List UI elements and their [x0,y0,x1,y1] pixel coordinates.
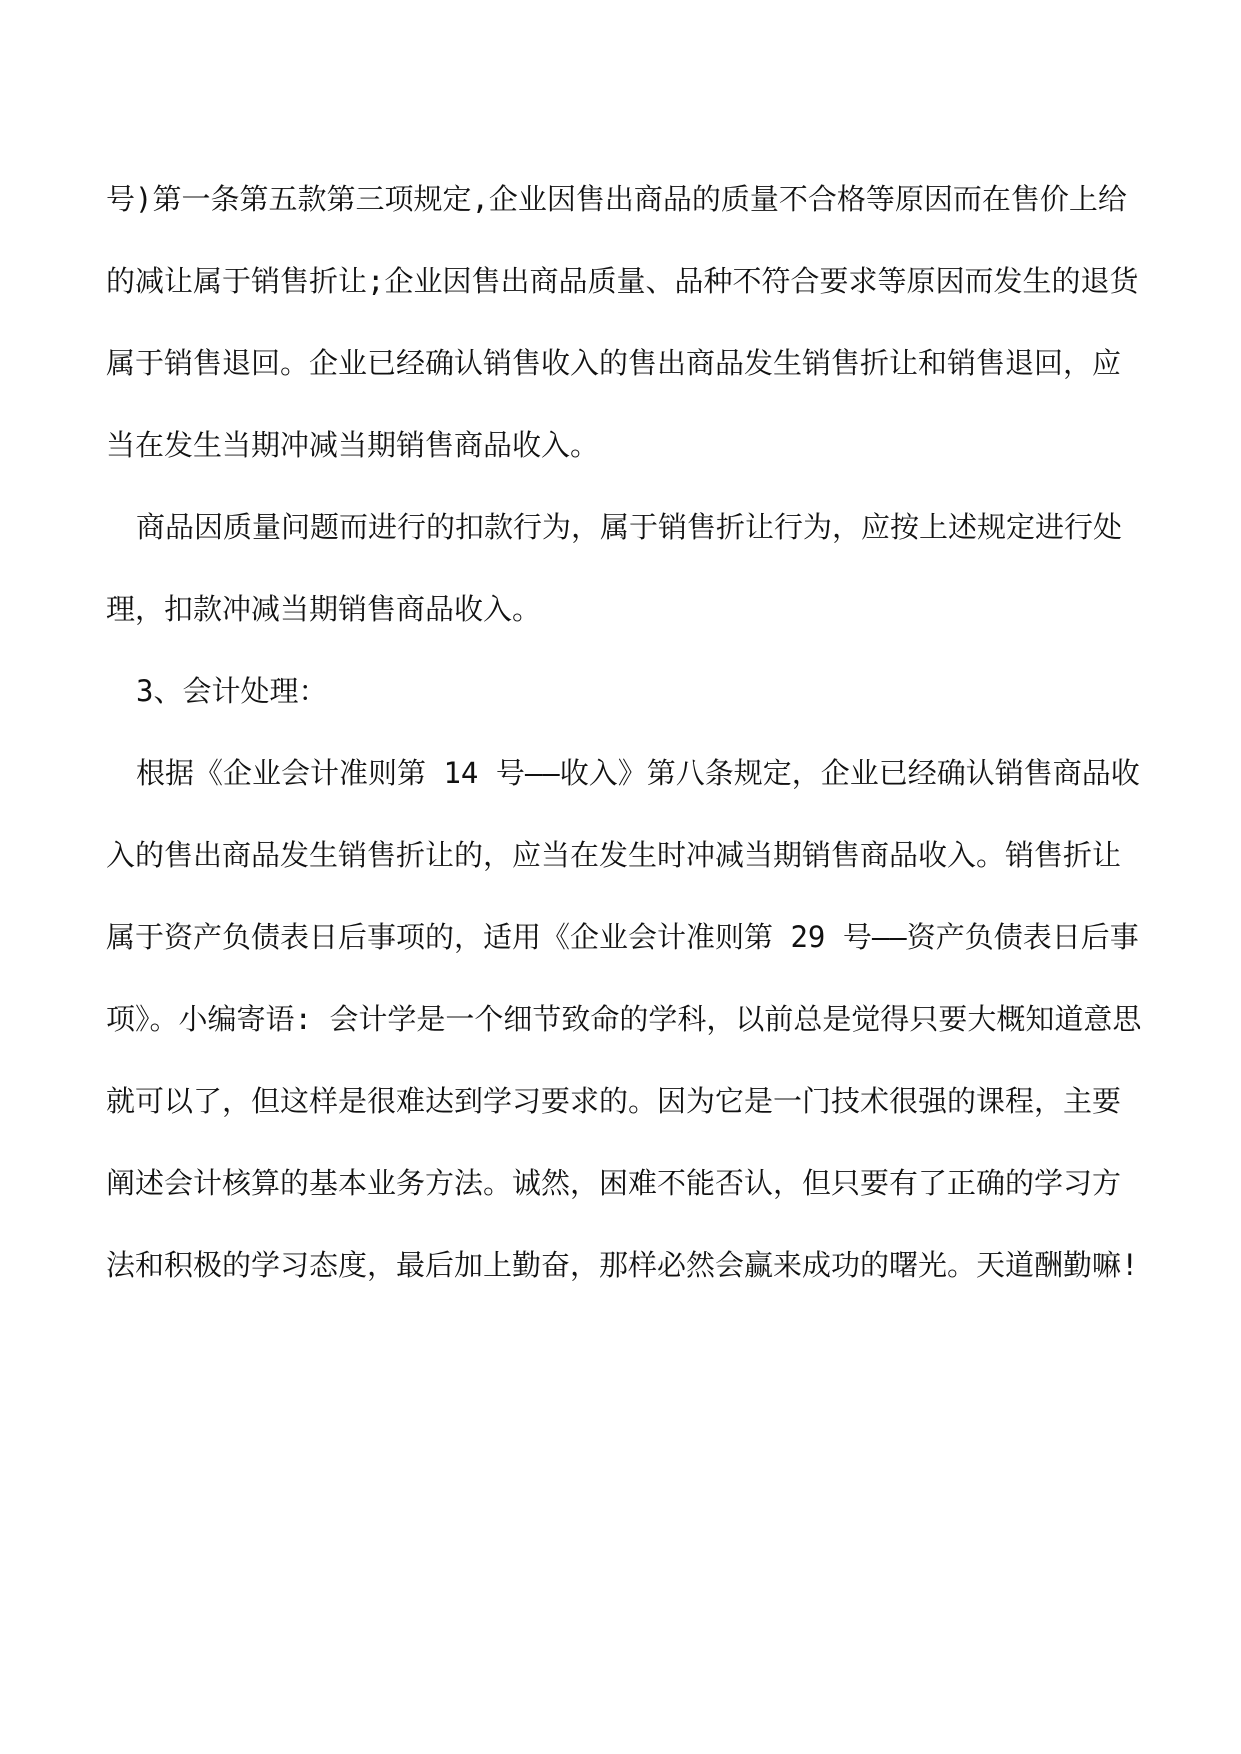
text-line: 的减让属于销售折让;企业因售出商品质量、品种不符合要求等原因而发生的退货 [106,264,1139,298]
text-line: 项》。小编寄语: 会计学是一个细节致命的学科，以前总是觉得只要大概知道意思 [106,1002,1142,1036]
text-line: 法和积极的学习态度，最后加上勤奋，那样必然会赢来成功的曙光。天道酬勤嘛! [106,1248,1139,1282]
text-line: 当在发生当期冲减当期销售商品收入。 [106,428,600,462]
text-line: 属于销售退回。企业已经确认销售收入的售出商品发生销售折让和销售退回，应 [106,346,1122,380]
text-line: 阐述会计核算的基本业务方法。诚然，困难不能否认，但只要有了正确的学习方 [106,1166,1122,1200]
document-body [106,158,1146,1306]
text-line: 号)第一条第五款第三项规定,企业因售出商品的质量不合格等原因而在售价上给 [106,182,1127,216]
text-line: 就可以了，但这样是很难达到学习要求的。因为它是一门技术很强的课程，主要 [106,1084,1122,1118]
section-heading: 3、会计处理： [136,674,328,708]
text-line: 属于资产负债表日后事项的，适用《企业会计准则第 29 号——资产负债表日后事 [106,920,1139,954]
paragraph-start-line: 根据《企业会计准则第 14 号——收入》第八条规定，企业已经确认销售商品收 [136,756,1140,790]
text-line: 入的售出商品发生销售折让的，应当在发生时冲减当期销售商品收入。销售折让 [106,838,1122,872]
paragraph-start-line: 商品因质量问题而进行的扣款行为，属于销售折让行为，应按上述规定进行处 [136,510,1123,544]
text-line: 理，扣款冲减当期销售商品收入。 [106,592,542,626]
